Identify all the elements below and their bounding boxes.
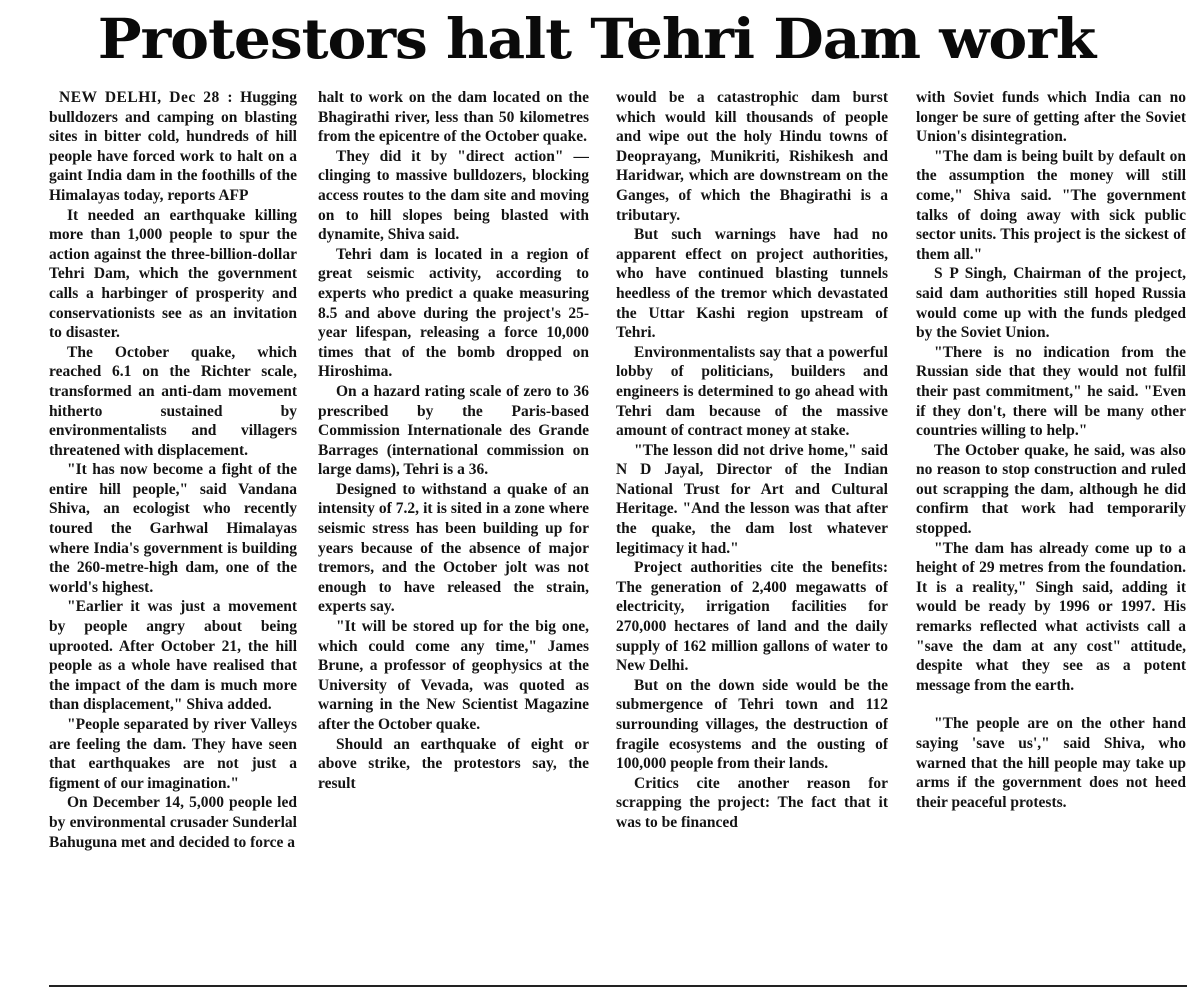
column-2	[318, 88, 589, 980]
paragraph: But such warnings have had no apparent effect on project authorities, who have continued blasting tunnels heedless of the tremor which devastated the Uttar Kashi region upstream of Tehri.	[616, 226, 888, 342]
paragraph: Project authorities cite the benefits: The generation of 2,400 megawatts of electricity, irrigation facilities for 270,000 hectares of land and the daily supply of 162 million gallons of water to New Delhi.	[616, 559, 888, 675]
column-4	[916, 88, 1186, 980]
paragraph: halt to work on the dam located on the Bhagirathi river, less than 50 kilometres from the epicentre of the October quake.	[318, 89, 589, 146]
lead-paragraph	[49, 88, 297, 206]
dateline: NEW DELHI, Dec 28 :	[59, 89, 234, 106]
paragraph: "Earlier it was just a movement by people angry about being uprooted. After October 21, the hill people as a whole have realised that the impact of the dam is much more than displacement," Shiva added.	[49, 598, 297, 714]
paragraph: would be a catastrophic dam burst which would kill thousands of people and wipe out the holy Hindu towns of Deoprayang, Munikriti, Rishikesh and Haridwar, which are downstream on the Ganges, of which the Bhagirathi is a tributary.	[616, 89, 888, 224]
column-1	[49, 88, 297, 980]
paragraph: "The people are on the other hand saying 'save us'," said Shiva, who warned that the hill people may take up arms if the government does not heed their peaceful protests.	[916, 715, 1186, 811]
column-3	[616, 88, 888, 980]
paragraph: Environmentalists say that a powerful lobby of politicians, builders and engineers is determined to go ahead with Tehri dam because of the massive amount of contract money at stake.	[616, 343, 888, 440]
paragraph: On December 14, 5,000 people led by environmental crusader Sunderlal Bahuguna met and decided to force a	[49, 794, 297, 851]
paragraph: "The lesson did not drive home," said N D Jayal, Director of the Indian National Trust for Art and Cultural Heritage. "And the lesson was that after the quake, the dam lost whatever legitimacy it had."	[616, 441, 888, 557]
headline: Protestors halt Tehri Dam work	[97, 6, 1096, 71]
paragraph: Critics cite another reason for scrapping the project: The fact that it was to be financed	[616, 774, 888, 831]
paragraph: Tehri dam is located in a region of great seismic activity, according to experts who predict a quake measuring 8.5 and above during the project's 25-year lifespan, releasing a force 10,000 times that of the bomb dropped on Hiroshima.	[318, 245, 589, 381]
article-body	[0, 88, 1193, 980]
paragraph: "People separated by river Valleys are feeling the dam. They have seen that earthquakes are not just a figment of our imagination."	[49, 716, 297, 792]
paragraph: "It has now become a fight of the entire hill people," said Vandana Shiva, an ecologist who recently toured the Garhwal Himalayas where India's government is building the 260-metre-high dam, one of the world's highest.	[49, 461, 297, 596]
paragraph-text: Hugging bulldozers and camping on blasting sites in bitter cold, hundreds of hill people have forced work to halt on a gaint India dam in the foothills of the Himalayas today, reports AFP	[49, 89, 297, 204]
paragraph: But on the down side would be the submergence of Tehri town and 112 surrounding villages, the destruction of fragile ecosystems and the ousting of 100,000 people from their lands.	[616, 676, 888, 773]
paragraph: They did it by "direct action" — clinging to massive bulldozers, blocking access routes to the dam site and moving on to hill slopes being blasted with dynamite, Shiva said.	[318, 147, 589, 244]
paragraph: Designed to withstand a quake of an intensity of 7.2, it is sited in a zone where seismic stress has been building up for years because of the absence of major tremors, and the October jolt was not enough to have released the strain, experts say.	[318, 480, 589, 616]
paragraph: The October quake, he said, was also no reason to stop construction and ruled out scrapping the dam, although he did confirm that work had temporarily stopped.	[916, 441, 1186, 538]
paragraph: "The dam is being built by default on the assumption the money will still come," Shiva said. "The government talks of doing away with sick public sector units. This project is the sickest of them all."	[916, 147, 1186, 263]
paragraph: with Soviet funds which India can no longer be sure of getting after the Soviet Union's disintegration.	[916, 89, 1186, 146]
paragraph: Should an earthquake of eight or above strike, the protestors say, the result	[318, 735, 589, 792]
paragraph: "The dam has already come up to a height of 29 metres from the foundation. It is a reality," Singh said, adding it would be ready by 1996 or 1997. His remarks reflected what activists call a "save the dam at any cost" attitude, despite what they see as a potent message from the earth.	[916, 539, 1186, 694]
paragraph: S P Singh, Chairman of the project, said dam authorities still hoped Russia would come up with the funds pledged by the Soviet Union.	[916, 265, 1186, 342]
bottom-rule	[49, 985, 1187, 987]
paragraph: It needed an earthquake killing more than 1,000 people to spur the action against the three-billion-dollar Tehri Dam, which the government calls a harbinger of prosperity and conservationists see as an invitation to disaster.	[49, 206, 297, 342]
paragraph: On a hazard rating scale of zero to 36 prescribed by the Paris-based Commission Internationale des Grande Barrages (international commission on large dams), Tehri is a 36.	[318, 382, 589, 479]
paragraph: "It will be stored up for the big one, which could come any time," James Brune, a professor of geophysics at the University of Vevada, was quoted as warning in the New Scientist Magazine after the October quake.	[318, 618, 589, 733]
paragraph: "There is no indication from the Russian side that they would not fulfil their past commitment," he said. "Even if they don't, there will be many other countries willing to help."	[916, 343, 1186, 440]
paragraph: The October quake, which reached 6.1 on the Richter scale, transformed an anti-dam movement hitherto sustained by environmentalists and villagers threatened with displacement.	[49, 343, 297, 459]
